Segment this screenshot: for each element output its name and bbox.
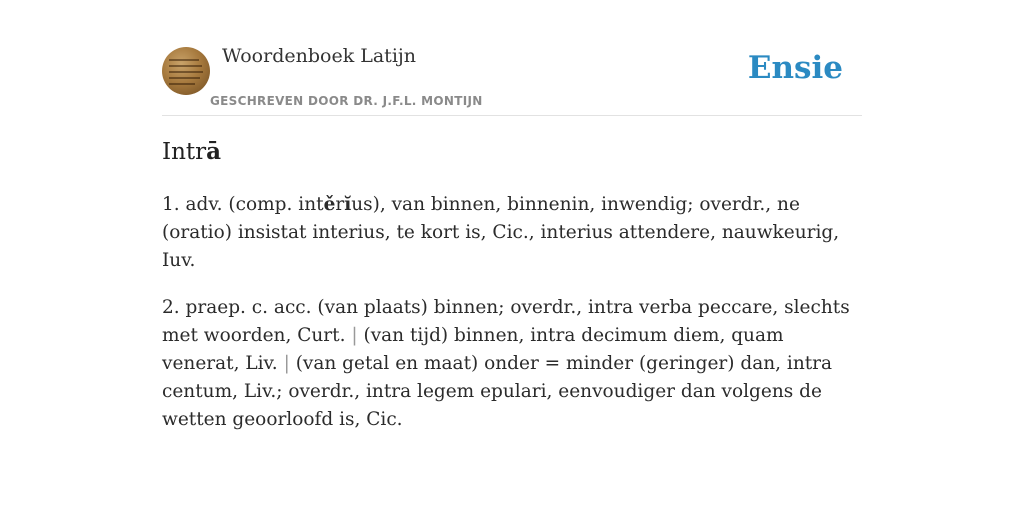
definition-1: [162, 191, 862, 275]
separator: |: [283, 353, 290, 374]
separator: |: [351, 325, 358, 346]
header: [162, 0, 862, 116]
definition-text: us), van binnen, binnenin, inwendig; overdr., ne (oratio) insistat interius, te kort is, Cic., interius attendere, nauwkeurig, Iuv.: [162, 194, 840, 271]
definition-text: r: [335, 194, 345, 215]
definition-2: [162, 294, 862, 434]
definition-text: (van getal en maat) onder = minder (geringer) dan, intra centum, Liv.; overdr., intra legem epulari, eenvoudiger dan volgens de wetten geoorloofd is, Cic.: [162, 353, 833, 430]
page: [162, 0, 862, 430]
definition-text: (van tijd) binnen, intra decimum diem, quam venerat, Liv.: [162, 325, 784, 374]
entry-title-prefix: Intr: [162, 139, 207, 165]
latin-inscription-coin-icon[interactable]: [162, 47, 210, 95]
entry-title-macron: ā: [206, 138, 222, 165]
author-line: GESCHREVEN DOOR DR. J.F.L. MONTIJN: [210, 94, 483, 108]
definition-text: 1. adv. (comp. int: [162, 194, 324, 215]
breve-vowel: ĭ: [344, 194, 352, 215]
brand-logo[interactable]: Ensie: [747, 50, 843, 86]
entry-title: [162, 138, 221, 165]
breve-vowel: ě: [323, 194, 336, 215]
definitions: [162, 191, 862, 453]
dictionary-title[interactable]: Woordenboek Latijn: [222, 45, 417, 67]
definition-text: 2. praep. c. acc. (van plaats) binnen; overdr., intra verba peccare, slechts met woorden, Curt.: [162, 297, 850, 346]
